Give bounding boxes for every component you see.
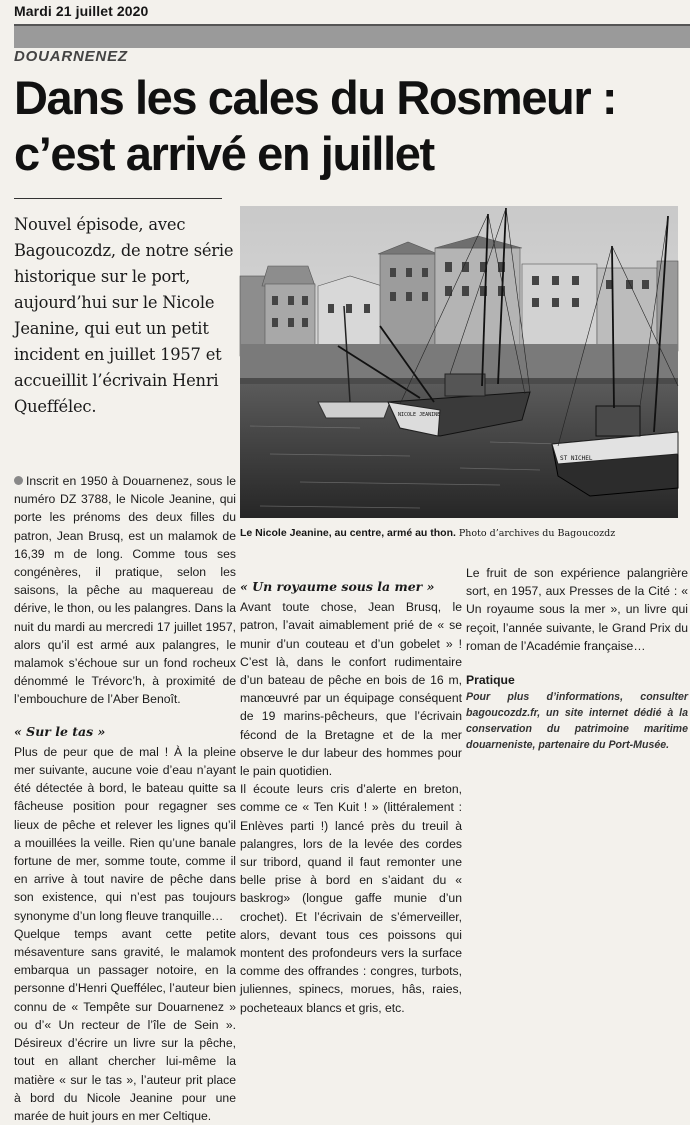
- intro-text: Inscrit en 1950 à Douarnenez, sous le numéro DZ 3788, le Nicole Jeanine, qui porte les prénoms des deux filles du patron, Jean Brusq, est un malamok de 16,39 m de long. Comme tous ses congénères, il pratique, selon les saisons, la pêche au maquereau de dérive, le thon, ou les palangres. Dans la nuit du mardi au mercredi 17 juillet 1957, alors qu’il est armé aux palangres, le malamok s’échoue sur un fond rocheux dénommé le Trévorc’h, à proximité de l’embouchure de l’Aber Benoît.: [14, 474, 236, 707]
- hull-name-right: ST NICHEL: [560, 455, 593, 462]
- section-label: DOUARNENEZ: [14, 48, 128, 65]
- subhead-sur-le-tas: « Sur le tas »: [14, 723, 106, 739]
- harbor-photo: [240, 206, 678, 518]
- subhead-royaume: « Un royaume sous la mer »: [240, 579, 435, 594]
- paragraph-2: Quelque temps avant cette petite mésaventure sans gravité, le malamok embarqua un passager notoire, en la personne d’Henri Queffélec, l’auteur bien connu de « Tempête sur Douarnenez » ou d’« Un recteur de l’île de Sein ». Désireux d’écrire un livre sur la pêche, tout en allant chercher lui-même la matière « sur le tas », l’auteur prit place à bord du Nicole Jeanine pour une marée de huit jours en mer Celtique.: [14, 926, 236, 1123]
- publication-date: Mardi 21 juillet 2020: [14, 3, 149, 19]
- caption-text: Le Nicole Jeanine, au centre, armé au thon.: [240, 527, 456, 539]
- paragraph-3: Avant toute chose, Jean Brusq, le patron, l’avait aimablement prié de « se munir d’un couteau et d’un gobelet » ! C’est là, dans le confort rudimentaire d’un bateau de pêche en bois de 16 m, manœuvré par un équipage conséquent de 19 marins-pêcheurs, que l’écrivain fécond de la Bretagne et de la mer observe le dur labeur des hommes pour le pain quotidien.: [240, 600, 462, 779]
- paragraph-1: Plus de peur que de mal ! À la pleine mer suivante, aucune voie d’eau n’ayant été détectée à bord, le bateau quitte sa fâcheuse position pour regagner ses lieux de pêche et relever les lignes qu’il a mouillées la veille. Rien qu’une banale fortune de mer, somme toute, comme il en arrive à tout navire de pêche dans son existence, qui n’est pas toujours synonyme d’un long fleuve tranquille…: [14, 744, 236, 923]
- headline: [14, 70, 690, 182]
- column-3: [466, 564, 688, 753]
- paragraph-4: Il écoute leurs cris d’alerte en breton, comme ce « Ten Kuit ! » (littéralement : Enlèves parti !) lancé près du treuil à palangres, lors de la levée des cordes sur tribord, quand il faut remonter une belle prise à bord en s’aidant du « baskrog» (longue gaffe munie d’un crochet). Et l’écrivain de s’émerveiller, alors, devant tous ces poissons qui montent des profondeurs vers la surface comme des offrandes : congres, turbots, juliennes, spinecs, morues, hâs, raies, pocheteaux blancs et gris, etc.: [240, 782, 462, 1015]
- bullet-icon: [14, 476, 23, 485]
- practical-info-title: Pratique: [466, 673, 515, 688]
- column-2: [240, 564, 462, 1017]
- practical-info-text: Pour plus d’informations, consulter bagoucozdz.fr, un site internet dédié à la conservation du patrimoine maritime douarneniste, partenaire du Port-Musée.: [466, 691, 688, 752]
- paragraph-5: Le fruit de son expérience palangrière sort, en 1957, aux Presses de la Cité : « Un royaume sous la mer », un livre qui reçoit, l’année suivante, le Grand Prix du roman de l’Académie française…: [466, 566, 688, 653]
- hull-name: NICOLE JEANINE: [398, 412, 441, 418]
- harbor-photo-drawing: [240, 206, 678, 518]
- section-bar: [14, 26, 690, 48]
- headline-line-2: c’est arrivé en juillet: [14, 127, 434, 180]
- headline-line-1: Dans les cales du Rosmeur :: [14, 71, 617, 124]
- column-1: [14, 472, 236, 1125]
- intro-paragraph: [14, 472, 236, 709]
- photo-caption: [240, 526, 690, 541]
- photo-credit: Photo d’archives du Bagoucozdz: [458, 528, 616, 539]
- headline-rule: [14, 198, 222, 199]
- article-standfirst: Nouvel épisode, avec Bagoucozdz, de notre série historique sur le port, aujourd’hui sur le Nicole Jeanine, qui eut un petit incident en juillet 1957 et accueillit l’écrivain Henri Queffélec.: [14, 215, 234, 416]
